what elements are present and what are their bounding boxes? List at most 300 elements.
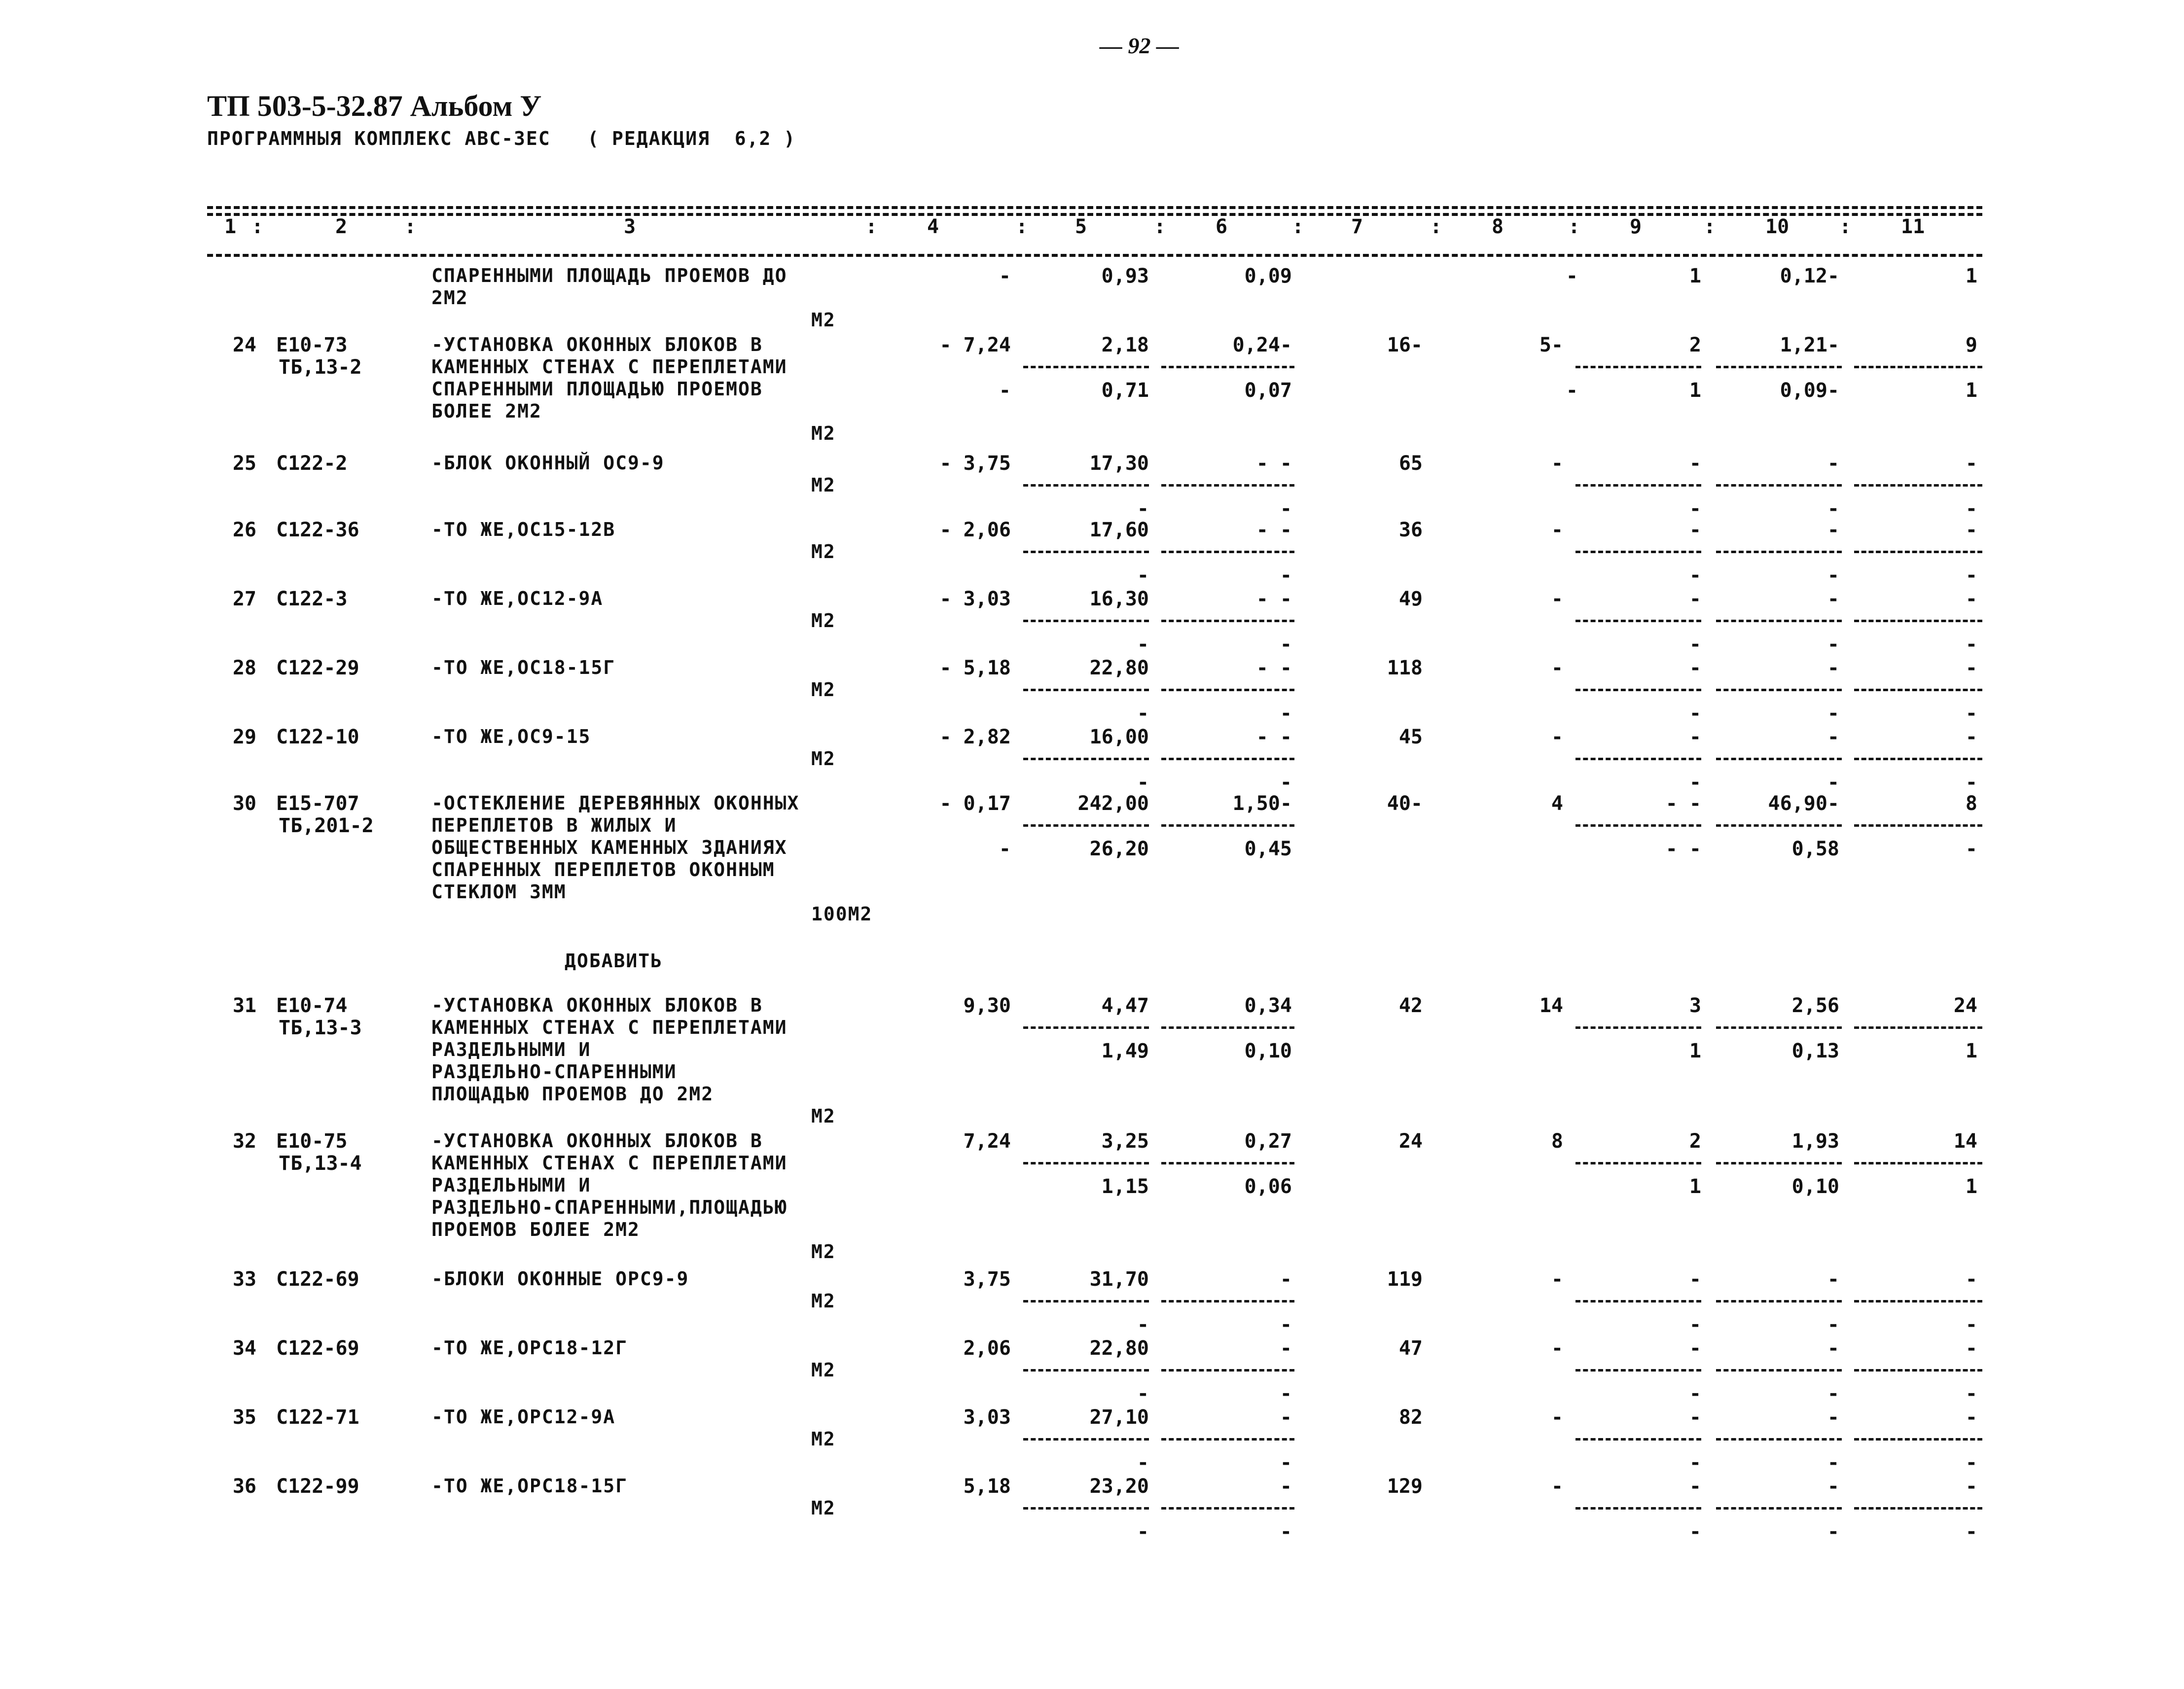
row-unit: М2 xyxy=(811,474,836,496)
row-col5: 27,10 xyxy=(1089,1406,1149,1429)
row-col8: - xyxy=(1551,726,1563,748)
row-divider-col10 xyxy=(1716,1507,1842,1510)
row-col5: 3,25 xyxy=(1101,1130,1149,1153)
row-col10-alt: - xyxy=(1827,564,1839,587)
row-col8: - xyxy=(1551,452,1563,475)
row-col10: - xyxy=(1827,1475,1839,1498)
row-col4-alt: - xyxy=(999,379,1011,402)
row-code: С122-2 xyxy=(276,452,348,475)
row-col4-alt: - xyxy=(999,838,1011,860)
row-col5: 23,20 xyxy=(1089,1475,1149,1498)
row-col8: - xyxy=(1551,588,1563,610)
row-col10-alt: 0,58 xyxy=(1791,838,1839,860)
row-unit: М2 xyxy=(811,1359,836,1381)
row-col6-alt: - xyxy=(1280,771,1292,794)
row-col5-alt: - xyxy=(1137,1451,1149,1474)
row-divider-col6 xyxy=(1161,689,1294,691)
row-col9-alt: - xyxy=(1689,1313,1701,1336)
row-divider-col10 xyxy=(1716,689,1842,691)
header-col-4: 4 xyxy=(927,215,939,238)
row-unit: М2 xyxy=(811,541,836,563)
row-divider-col9 xyxy=(1575,551,1701,553)
row-divider-col6 xyxy=(1161,1300,1294,1302)
row-col6: 0,24- xyxy=(1232,334,1292,356)
header-col-1: 1 xyxy=(224,215,237,238)
row-col10-alt: - xyxy=(1827,633,1839,656)
row-col9: - xyxy=(1689,588,1701,610)
row-col6: - - xyxy=(1256,519,1292,541)
row-unit: М2 xyxy=(811,422,836,444)
row-col11-alt: - xyxy=(1965,1520,1977,1543)
row-col6-alt: - xyxy=(1280,633,1292,656)
row-col10: 2,56 xyxy=(1791,994,1839,1017)
row-description: ПЕРЕПЛЕТОВ В ЖИЛЫХ И xyxy=(431,814,677,836)
row-col11-alt: - xyxy=(1965,771,1977,794)
header-col-8: 8 xyxy=(1492,215,1504,238)
row-divider-col11 xyxy=(1854,689,1982,691)
row-col11: - xyxy=(1965,588,1977,610)
row-divider-col5 xyxy=(1023,484,1149,487)
row-col5: 2,18 xyxy=(1101,334,1149,356)
row-description: -УСТАНОВКА ОКОННЫХ БЛОКОВ В xyxy=(431,994,763,1016)
row-description: -ТО ЖЕ,ОРС12-9А xyxy=(431,1406,616,1428)
row-col6-alt: - xyxy=(1280,1313,1292,1336)
row-code: С122-69 xyxy=(276,1337,359,1360)
row-description: -ТО ЖЕ,ОС9-15 xyxy=(431,726,591,747)
row-col8: 5- xyxy=(1539,334,1563,356)
row-divider-col9 xyxy=(1575,1369,1701,1372)
row-unit: М2 xyxy=(811,1105,836,1127)
row-col9-alt: - xyxy=(1689,1382,1701,1405)
row-number: 31 xyxy=(232,994,256,1017)
row-col8: - xyxy=(1551,1406,1563,1429)
row-code: С122-69 xyxy=(276,1268,359,1291)
row-description: ОБЩЕСТВЕННЫХ КАМЕННЫХ ЗДАНИЯХ xyxy=(431,837,788,858)
row-code-sub: ТБ,201-2 xyxy=(279,814,374,837)
row-unit: М2 xyxy=(811,1290,836,1312)
row-divider-col11 xyxy=(1854,620,1982,622)
row-description: СПАРЕННЫМИ ПЛОЩАДЬЮ ПРОЕМОВ xyxy=(431,378,763,400)
row-code: С122-10 xyxy=(276,726,359,748)
row-col10: - xyxy=(1827,452,1839,475)
row-divider-col11 xyxy=(1854,824,1982,827)
row-col9: - xyxy=(1689,1268,1701,1291)
row-divider-col6 xyxy=(1161,1162,1294,1164)
header-col-2: 2 xyxy=(335,215,348,238)
row-col8: 8 xyxy=(1551,1130,1563,1153)
row-col9: - xyxy=(1689,519,1701,541)
row-divider-col5 xyxy=(1023,689,1149,691)
row-col6-alt: - xyxy=(1280,1382,1292,1405)
row-description: ПРОЕМОВ БОЛЕЕ 2М2 xyxy=(431,1219,640,1240)
row-col11: - xyxy=(1965,1268,1977,1291)
row-col7: 36 xyxy=(1398,519,1423,541)
row-col4: 9,30 xyxy=(963,994,1011,1017)
row-number: 29 xyxy=(232,726,256,748)
row-col5: 17,30 xyxy=(1089,452,1149,475)
row-description: КАМЕННЫХ СТЕНАХ С ПЕРЕПЛЕТАМИ xyxy=(431,1152,788,1174)
row-col7: 16- xyxy=(1387,334,1423,356)
row-description: -ОСТЕКЛЕНИЕ ДЕРЕВЯННЫХ ОКОННЫХ xyxy=(431,792,800,814)
row-col11-alt: - xyxy=(1965,1451,1977,1474)
row-divider-col10 xyxy=(1716,366,1842,368)
row-description: КАМЕННЫХ СТЕНАХ С ПЕРЕПЛЕТАМИ xyxy=(431,356,788,378)
row-number: 25 xyxy=(232,452,256,475)
document-title: ТП 503-5-32.87 Альбом У xyxy=(207,90,542,122)
row-divider-col10 xyxy=(1716,1438,1842,1441)
row-col11: 14 xyxy=(1953,1130,1977,1153)
row-number: 24 xyxy=(232,334,256,356)
row-number: 27 xyxy=(232,588,256,610)
row-col9-alt: - xyxy=(1689,633,1701,656)
row-col6-alt: - xyxy=(1280,1451,1292,1474)
row-col10: 46,90- xyxy=(1768,792,1839,815)
row-col9-alt: - xyxy=(1689,1451,1701,1474)
row-divider-col6 xyxy=(1161,551,1294,553)
row-col9: 2 xyxy=(1689,334,1701,356)
row-col9: - xyxy=(1689,452,1701,475)
row-col11: 8 xyxy=(1965,792,1977,815)
row-col11-alt: - xyxy=(1965,633,1977,656)
document-subtitle: ПРОГРАММНЫЯ КОМПЛЕКС АВС-ЗЕС ( РЕДАКЦИЯ 6,2 ) xyxy=(207,128,796,149)
row-col7: 47 xyxy=(1398,1337,1423,1360)
row-col11-alt: 1 xyxy=(1965,1040,1977,1062)
row-col10: 0,12- xyxy=(1780,265,1839,287)
row-divider-col10 xyxy=(1716,484,1842,487)
row-col10: - xyxy=(1827,657,1839,679)
row-code: Е10-73 xyxy=(276,334,348,356)
row-divider-col6 xyxy=(1161,824,1294,827)
row-col8: - xyxy=(1551,657,1563,679)
row-code-sub: ТБ,13-3 xyxy=(279,1017,362,1039)
row-col10: - xyxy=(1827,726,1839,748)
header-col-5: 5 xyxy=(1075,215,1087,238)
row-col6: 1,50- xyxy=(1232,792,1292,815)
row-col5-alt: - xyxy=(1137,702,1149,725)
row-col11-alt: - xyxy=(1965,838,1977,860)
row-divider-col10 xyxy=(1716,1369,1842,1372)
row-divider-col11 xyxy=(1854,1300,1982,1302)
row-col8: 14 xyxy=(1539,994,1563,1017)
row-divider-col11 xyxy=(1854,758,1982,760)
row-divider-col11 xyxy=(1854,551,1982,553)
row-col4: - 2,82 xyxy=(939,726,1011,748)
row-divider-col10 xyxy=(1716,620,1842,622)
row-col5-alt: 1,49 xyxy=(1101,1040,1149,1062)
row-col9-extra: - xyxy=(1566,265,1578,287)
row-col4: 2,06 xyxy=(963,1337,1011,1360)
row-divider-col9 xyxy=(1575,620,1701,622)
row-col5-alt: 1,15 xyxy=(1101,1175,1149,1198)
row-divider-col10 xyxy=(1716,758,1842,760)
row-col10: - xyxy=(1827,588,1839,610)
row-code: С122-29 xyxy=(276,657,359,679)
row-col7: 119 xyxy=(1387,1268,1423,1291)
row-col7: 40- xyxy=(1387,792,1423,815)
row-divider-col6 xyxy=(1161,484,1294,487)
row-divider-col9 xyxy=(1575,1438,1701,1441)
row-col11: - xyxy=(1965,452,1977,475)
row-col10: - xyxy=(1827,1337,1839,1360)
row-description: СТЕКЛОМ ЗММ xyxy=(431,881,567,903)
row-col9: - xyxy=(1689,657,1701,679)
row-description: РАЗДЕЛЬНО-СПАРЕННЫМИ,ПЛОЩАДЬЮ xyxy=(431,1196,788,1218)
row-col5: 16,00 xyxy=(1089,726,1149,748)
row-col11-alt: - xyxy=(1965,1382,1977,1405)
row-col7: 118 xyxy=(1387,657,1423,679)
row-col9-alt: - xyxy=(1689,771,1701,794)
row-description: КАМЕННЫХ СТЕНАХ С ПЕРЕПЛЕТАМИ xyxy=(431,1017,788,1038)
row-divider-col6 xyxy=(1161,620,1294,622)
row-col11: - xyxy=(1965,519,1977,541)
row-description: -БЛОК ОКОННЫЙ ОС9-9 xyxy=(431,452,665,474)
row-col9-alt: - - xyxy=(1665,838,1701,860)
row-code: С122-99 xyxy=(276,1475,359,1498)
row-col5: 16,30 xyxy=(1089,588,1149,610)
row-description: -ТО ЖЕ,ОС12-9А xyxy=(431,588,604,609)
row-col4: - 5,18 xyxy=(939,657,1011,679)
row-divider-col11 xyxy=(1854,484,1982,487)
row-divider-col5 xyxy=(1023,1162,1149,1164)
row-description: -БЛОКИ ОКОННЫЕ ОРС9-9 xyxy=(431,1268,689,1290)
row-divider-col9 xyxy=(1575,1507,1701,1510)
row-col11-alt: - xyxy=(1965,1313,1977,1336)
row-col6: - - xyxy=(1256,452,1292,475)
header-rule-top-2 xyxy=(207,213,1982,216)
row-col10-alt: - xyxy=(1827,771,1839,794)
row-divider-col9 xyxy=(1575,689,1701,691)
row-divider-col10 xyxy=(1716,1162,1842,1164)
header-col-9: 9 xyxy=(1630,215,1642,238)
row-col4: 3,03 xyxy=(963,1406,1011,1429)
header-col-6: 6 xyxy=(1216,215,1228,238)
row-col11: - xyxy=(1965,1337,1977,1360)
row-col6-alt: - xyxy=(1280,564,1292,587)
row-divider-col5 xyxy=(1023,1507,1149,1510)
row-code: С122-36 xyxy=(276,519,359,541)
row-col5-alt: - xyxy=(1137,497,1149,520)
row-description: 2М2 xyxy=(431,287,468,309)
row-number: 26 xyxy=(232,519,256,541)
row-col10-alt: - xyxy=(1827,1520,1839,1543)
row-col11: - xyxy=(1965,1406,1977,1429)
row-col8: - xyxy=(1551,1337,1563,1360)
row-number: 28 xyxy=(232,657,256,679)
row-divider-col5 xyxy=(1023,1300,1149,1302)
row-col11: - xyxy=(1965,657,1977,679)
row-description: -ТО ЖЕ,ОС18-15Г xyxy=(431,657,616,678)
row-col8: 4 xyxy=(1551,792,1563,815)
row-col11: - xyxy=(1965,1475,1977,1498)
row-col6: - xyxy=(1280,1268,1292,1291)
row-divider-col5 xyxy=(1023,1438,1149,1441)
row-col9-alt: - xyxy=(1689,564,1701,587)
row-divider-col5 xyxy=(1023,1026,1149,1029)
row-col9: - xyxy=(1689,1337,1701,1360)
row-col5-alt: 26,20 xyxy=(1089,838,1149,860)
row-col9-extra-alt: - xyxy=(1566,379,1578,402)
row-divider-col10 xyxy=(1716,551,1842,553)
row-col10-alt: 0,10 xyxy=(1791,1175,1839,1198)
row-col7: 42 xyxy=(1398,994,1423,1017)
row-divider-col9 xyxy=(1575,1300,1701,1302)
row-col10-alt: - xyxy=(1827,1382,1839,1405)
row-description: -ТО ЖЕ,ОС15-12В xyxy=(431,519,616,540)
row-col9-alt: 1 xyxy=(1689,1040,1701,1062)
row-col11-alt: 1 xyxy=(1965,1175,1977,1198)
row-col5: 22,80 xyxy=(1089,657,1149,679)
row-col8: - xyxy=(1551,519,1563,541)
row-col4: 5,18 xyxy=(963,1475,1011,1498)
row-divider-col5 xyxy=(1023,551,1149,553)
row-unit: М2 xyxy=(811,1241,836,1263)
row-col10: 1,93 xyxy=(1791,1130,1839,1153)
row-col8: - xyxy=(1551,1475,1563,1498)
row-divider-col10 xyxy=(1716,1026,1842,1029)
row-col6-alt: 0,10 xyxy=(1244,1040,1292,1062)
row-number: 35 xyxy=(232,1406,256,1429)
row-divider-col6 xyxy=(1161,1026,1294,1029)
row-divider-col5 xyxy=(1023,366,1149,368)
row-divider-col5 xyxy=(1023,758,1149,760)
row-col9: - - xyxy=(1665,792,1701,815)
row-divider-col11 xyxy=(1854,1026,1982,1029)
row-col7: 129 xyxy=(1387,1475,1423,1498)
row-col9: - xyxy=(1689,726,1701,748)
row-description: СПАРЕННЫМИ ПЛОЩАДЬ ПРОЕМОВ ДО xyxy=(431,265,788,286)
row-col4: 7,24 xyxy=(963,1130,1011,1153)
header-col-11: 11 xyxy=(1901,215,1925,238)
row-col6-alt: - xyxy=(1280,702,1292,725)
row-col11-alt: 1 xyxy=(1965,379,1977,402)
row-col11: 9 xyxy=(1965,334,1977,356)
row-col9: - xyxy=(1689,1475,1701,1498)
page-number: — 92 — xyxy=(1100,33,1179,58)
row-col5-alt: - xyxy=(1137,1313,1149,1336)
row-code: С122-3 xyxy=(276,588,348,610)
row-col10: - xyxy=(1827,1406,1839,1429)
row-col9-alt: 1 xyxy=(1689,1175,1701,1198)
row-col9-alt: - xyxy=(1689,1520,1701,1543)
row-col10-alt: 0,13 xyxy=(1791,1040,1839,1062)
row-divider-col9 xyxy=(1575,366,1701,368)
row-col10-alt: 0,09- xyxy=(1780,379,1839,402)
row-divider-col9 xyxy=(1575,824,1701,827)
row-number: 32 xyxy=(232,1130,256,1153)
row-col10-alt: - xyxy=(1827,1313,1839,1336)
row-divider-col10 xyxy=(1716,1300,1842,1302)
row-col9: 3 xyxy=(1689,994,1701,1017)
row-col5-alt: - xyxy=(1137,633,1149,656)
row-col6-alt: 0,06 xyxy=(1244,1175,1292,1198)
row-col9: - xyxy=(1689,1406,1701,1429)
row-col6: - xyxy=(1280,1337,1292,1360)
row-divider-col9 xyxy=(1575,758,1701,760)
row-description: -ТО ЖЕ,ОРС18-15Г xyxy=(431,1475,628,1497)
row-col6: - xyxy=(1280,1406,1292,1429)
row-description: РАЗДЕЛЬНЫМИ И xyxy=(431,1039,591,1060)
row-number: 36 xyxy=(232,1475,256,1498)
row-divider-col11 xyxy=(1854,1507,1982,1510)
row-col6: - - xyxy=(1256,588,1292,610)
row-unit: 100М2 xyxy=(811,903,873,925)
row-col9-alt: - xyxy=(1689,702,1701,725)
row-col4: - 7,24 xyxy=(939,334,1011,356)
row-divider-col11 xyxy=(1854,1438,1982,1441)
row-col7: 45 xyxy=(1398,726,1423,748)
row-col6: - xyxy=(1280,1475,1292,1498)
row-code: Е15-707 xyxy=(276,792,359,815)
row-description: -УСТАНОВКА ОКОННЫХ БЛОКОВ В xyxy=(431,1130,763,1152)
header-col-7: 7 xyxy=(1351,215,1363,238)
row-col6-alt: 0,45 xyxy=(1244,838,1292,860)
row-col4: - 0,17 xyxy=(939,792,1011,815)
row-col6: 0,09 xyxy=(1244,265,1292,287)
row-col4: - 2,06 xyxy=(939,519,1011,541)
row-divider-col11 xyxy=(1854,1162,1982,1164)
row-divider-col6 xyxy=(1161,366,1294,368)
row-divider-col11 xyxy=(1854,366,1982,368)
row-description: -УСТАНОВКА ОКОННЫХ БЛОКОВ В xyxy=(431,334,763,355)
row-col10: - xyxy=(1827,1268,1839,1291)
row-col6-alt: - xyxy=(1280,497,1292,520)
row-unit: М2 xyxy=(811,610,836,632)
row-divider-col6 xyxy=(1161,1438,1294,1441)
row-unit: М2 xyxy=(811,309,836,331)
row-divider-col5 xyxy=(1023,1369,1149,1372)
row-code: Е10-74 xyxy=(276,994,348,1017)
row-col4: - 3,75 xyxy=(939,452,1011,475)
row-description: РАЗДЕЛЬНО-СПАРЕННЫМИ xyxy=(431,1061,677,1083)
row-col6-alt: 0,07 xyxy=(1244,379,1292,402)
row-col6: 0,34 xyxy=(1244,994,1292,1017)
row-col11-alt: - xyxy=(1965,564,1977,587)
row-description: СПАРЕННЫХ ПЕРЕПЛЕТОВ ОКОННЫМ xyxy=(431,859,775,880)
row-col5: 17,60 xyxy=(1089,519,1149,541)
row-number: 34 xyxy=(232,1337,256,1360)
row-number: 30 xyxy=(232,792,256,815)
row-col7: 82 xyxy=(1398,1406,1423,1429)
row-number: 33 xyxy=(232,1268,256,1291)
row-col5-alt: - xyxy=(1137,1382,1149,1405)
row-divider-col11 xyxy=(1854,1369,1982,1372)
row-divider-col5 xyxy=(1023,824,1149,827)
row-divider-col5 xyxy=(1023,620,1149,622)
row-col10-alt: - xyxy=(1827,497,1839,520)
row-description: ПЛОЩАДЬЮ ПРОЕМОВ ДО 2М2 xyxy=(431,1083,714,1105)
row-divider-col10 xyxy=(1716,824,1842,827)
row-col5: 242,00 xyxy=(1077,792,1149,815)
row-col7: 24 xyxy=(1398,1130,1423,1153)
row-col5-alt: - xyxy=(1137,771,1149,794)
row-col4: - xyxy=(999,265,1011,287)
row-divider-col9 xyxy=(1575,484,1701,487)
row-col5: 22,80 xyxy=(1089,1337,1149,1360)
row-code: С122-71 xyxy=(276,1406,359,1429)
row-col5-alt: 0,71 xyxy=(1101,379,1149,402)
row-unit: М2 xyxy=(811,1428,836,1450)
row-col6-alt: - xyxy=(1280,1520,1292,1543)
row-col9: 1 xyxy=(1689,265,1701,287)
row-col10: - xyxy=(1827,519,1839,541)
row-col6: - - xyxy=(1256,657,1292,679)
row-col5: 4,47 xyxy=(1101,994,1149,1017)
row-col11: - xyxy=(1965,726,1977,748)
header-col-10: 10 xyxy=(1765,215,1790,238)
row-divider-col6 xyxy=(1161,758,1294,760)
row-col10-alt: - xyxy=(1827,1451,1839,1474)
row-col11-alt: - xyxy=(1965,497,1977,520)
